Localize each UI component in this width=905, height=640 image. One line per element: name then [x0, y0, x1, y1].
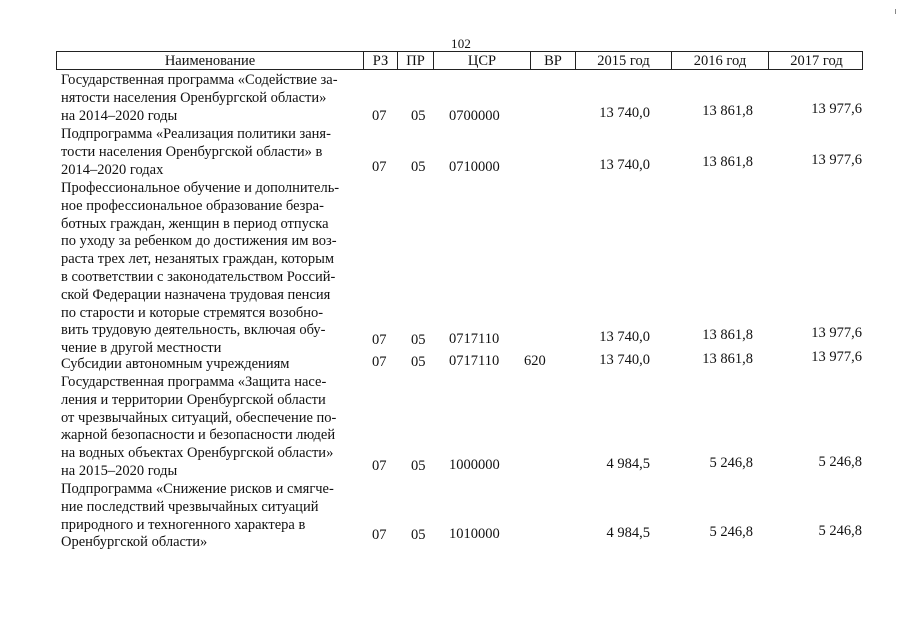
- row-name: Государственная программа «Защита насе- ления и территории Оренбургской области от чрезвычайных ситуаций, обеспечение по- жарной безопасности и безопасности людей на водных объектах Оренбургской области» на 2015–2020 годы: [61, 374, 337, 479]
- row-name: Подпрограмма «Снижение рисков и смягче- ние последствий чрезвычайных ситуаций природного и техногенного характера в Оренбургской области»: [61, 481, 334, 551]
- row-value-2017: 5 246,8: [818, 454, 862, 470]
- row-pr: 05: [411, 332, 426, 348]
- row-rz: 07: [372, 354, 387, 370]
- row-value-2015: 4 984,5: [606, 456, 650, 472]
- row-value-2015: 13 740,0: [599, 329, 650, 345]
- row-name: Подпрограмма «Реализация политики заня- тости населения Оренбургской области» в 2014–2020 годах: [61, 126, 331, 178]
- row-value-2016: 13 861,8: [702, 154, 753, 170]
- row-pr: 05: [411, 159, 426, 175]
- row-value-2016: 13 861,8: [702, 103, 753, 119]
- header-vr: ВР: [530, 52, 575, 69]
- header-name: Наименование: [164, 53, 256, 69]
- row-value-2016: 5 246,8: [709, 455, 753, 471]
- row-csr: 0710000: [449, 159, 500, 175]
- header-year-2017: 2017 год: [768, 52, 864, 69]
- row-rz: 07: [372, 107, 387, 124]
- row-rz: 07: [372, 458, 387, 474]
- table-header: [56, 51, 863, 70]
- row-value-2017: 13 977,6: [811, 101, 862, 117]
- row-name: Субсидии автономным учреждениям: [61, 356, 290, 372]
- row-pr: 05: [411, 107, 426, 124]
- row-name: Профессиональное обучение и дополнитель- ное профессиональное образование безра- ботных граждан, женщин в период отпуска по уходу за ребенком до достижения им воз- раста трех лет, незанятых граждан, которым в соответствии с законодательством Россий- ской Федерации назначена трудовая пенсия по старости и которые стремятся возобно- вить трудовую деятельность, включая обу- чение в другой местности: [61, 180, 340, 357]
- row-csr: 0717110: [449, 331, 500, 347]
- row-value-2017: 5 246,8: [818, 523, 862, 539]
- header-year-2015: 2015 год: [575, 52, 671, 69]
- header-pr: ПР: [397, 52, 433, 69]
- row-value-2017: 13 977,6: [811, 152, 862, 168]
- row-rz: 07: [372, 159, 387, 175]
- row-value-2016: 5 246,8: [709, 524, 753, 540]
- row-rz: 07: [372, 527, 387, 543]
- row-csr: 1000000: [449, 457, 500, 473]
- row-csr: 1010000: [449, 526, 500, 542]
- row-value-2015: 13 740,0: [599, 352, 650, 368]
- row-value-2015: 13 740,0: [599, 105, 650, 121]
- row-value-2015: 4 984,5: [606, 525, 650, 541]
- row-value-2016: 13 861,8: [702, 351, 753, 367]
- row-value-2017: 13 977,6: [811, 349, 862, 365]
- row-rz: 07: [372, 332, 387, 348]
- page-number: 102: [451, 36, 472, 51]
- header-rz: РЗ: [363, 52, 397, 69]
- row-value-2016: 13 861,8: [702, 327, 753, 343]
- row-pr: 05: [411, 354, 426, 370]
- row-value-2017: 13 977,6: [811, 325, 862, 341]
- row-pr: 05: [411, 527, 426, 543]
- row-csr: 0700000: [449, 107, 500, 124]
- row-csr: 0717110: [449, 353, 500, 369]
- row-pr: 05: [411, 458, 426, 474]
- row-name: Государственная программа «Содействие за- нятости населения Оренбургской области» на 2014–2020 годы: [61, 72, 338, 124]
- header-year-2016: 2016 год: [671, 52, 768, 69]
- scan-edge-mark: [895, 9, 896, 14]
- header-csr: ЦСР: [433, 52, 530, 69]
- row-value-2015: 13 740,0: [599, 157, 650, 173]
- row-vr: 620: [524, 353, 546, 369]
